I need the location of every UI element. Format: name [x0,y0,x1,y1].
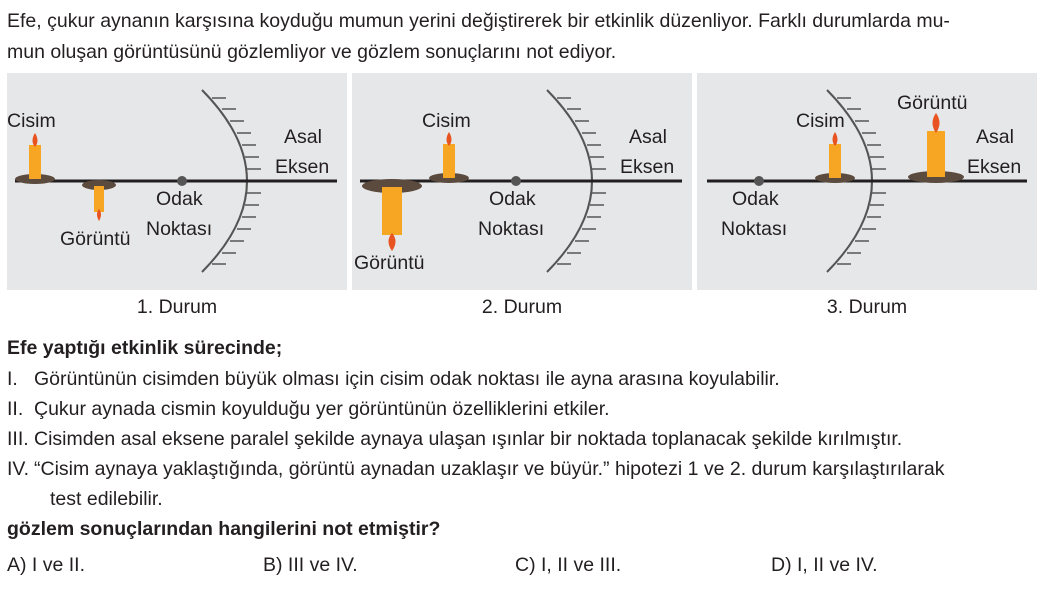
statement-2 [7,394,23,424]
image-candle [362,179,422,251]
focus-label-2: Noktası [146,218,213,240]
diagram-panel-1 [7,73,347,290]
axis-label-2: Eksen [967,156,1022,178]
statement-number: IV. [7,458,30,480]
focus-label-2: Noktası [478,218,545,240]
object-label: Cisim [796,110,845,132]
image-label: Görüntü [897,92,968,114]
question: gözlem sonuçlarından hangilerini not etmiştir? [7,518,441,540]
statement-number: III. [7,428,29,450]
statement-number: I. [7,368,18,390]
focal-point [754,176,764,186]
focus-label-1: Odak [156,188,203,210]
axis-label-2: Eksen [620,156,675,178]
object-candle [15,133,55,184]
focus-label-1: Odak [732,188,779,210]
axis-label-1: Asal [284,126,322,148]
axis-label-2: Eksen [275,156,330,178]
caption-3: 3. Durum [826,296,908,318]
option-a[interactable]: A) I ve II. [7,554,86,576]
focus-label-2: Noktası [721,218,788,240]
image-label: Görüntü [60,228,131,250]
image-candle [908,113,964,183]
focal-point [177,176,187,186]
diagram-panel-2 [352,73,692,290]
statement-3 [7,424,29,454]
option-b[interactable]: B) III ve IV. [263,554,358,576]
option-c[interactable]: C) I, II ve III. [515,554,622,576]
caption-2: 2. Durum [481,296,563,318]
option-d[interactable]: D) I, II ve IV. [771,554,878,576]
axis-label-1: Asal [976,126,1014,148]
question-stem: Efe yaptığı etkinlik sürecinde; [7,337,283,359]
intro-text [7,6,1052,68]
axis-label-1: Asal [629,126,667,148]
statement-4 [7,454,29,484]
focus-label-1: Odak [489,188,536,210]
statement-1 [7,364,18,394]
focal-point [511,176,521,186]
caption-1: 1. Durum [136,296,218,318]
statement-number: II. [7,398,24,420]
statement-4-text-cont: test edilebilir. [50,488,163,510]
image-label: Görüntü [354,252,425,274]
statement-4-text: “Cisim aynaya yaklaştığında, görüntü aynadan uzaklaşır ve büyür.” hipotezi 1 ve 2. durum karşılaştırılarak [34,458,945,480]
object-candle [429,132,469,183]
statement-3-text: Cisimden asal eksene paralel şekilde aynaya ulaşan ışınlar bir noktada toplanacak şekilde kırılmıştır. [34,428,903,450]
intro-line-2: mun oluşan görüntüsünü gözlemliyor ve gözlem sonuçlarını not ediyor. [7,41,617,63]
statement-2-text: Çukur aynada cismin koyulduğu yer görüntünün özelliklerini etkiler. [34,398,610,420]
diagram-panel-3 [697,73,1037,290]
object-label: Cisim [422,110,471,132]
image-candle [82,180,116,221]
object-candle [815,132,855,183]
statement-1-text: Görüntünün cisimden büyük olması için cisim odak noktası ile ayna arasına koyulabilir. [34,368,780,390]
object-label: Cisim [7,110,56,132]
intro-line-1: Efe, çukur aynanın karşısına koyduğu mumun yerini değiştirerek bir etkinlik düzenliyor. Farklı durumlarda mu- [7,10,950,32]
